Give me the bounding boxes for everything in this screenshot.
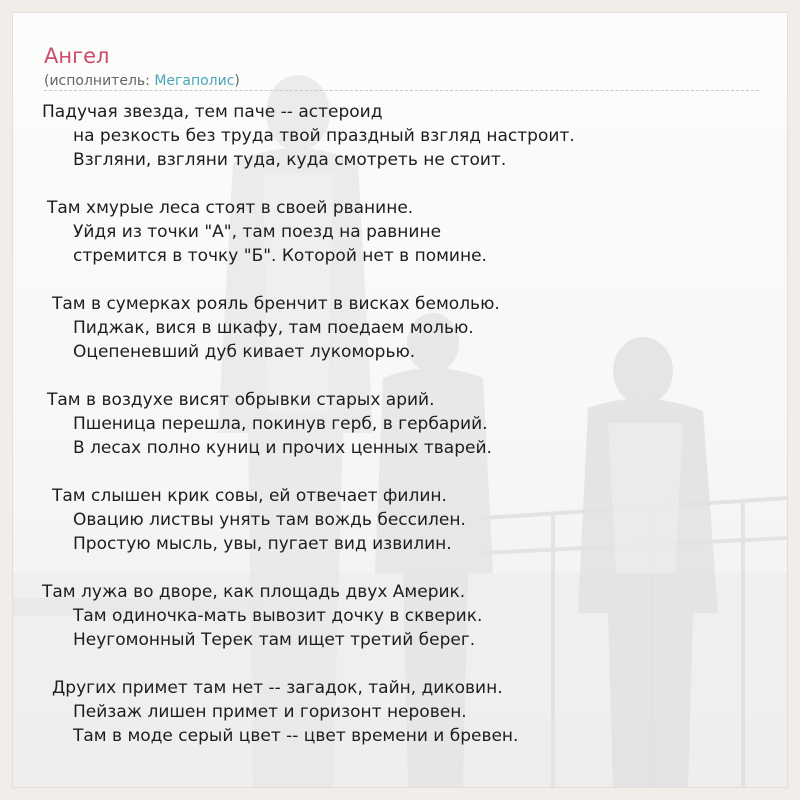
stanza-1 — [42, 100, 772, 172]
artist-prefix: (исполнитель: — [44, 73, 155, 89]
stanza-7 — [42, 676, 772, 748]
artist-link[interactable]: Мегаполис — [154, 73, 235, 89]
lyric-line: на резкость без труда твой праздный взгляд настроит. — [73, 126, 575, 146]
song-artist-line — [44, 71, 759, 91]
stanza-6 — [42, 580, 772, 652]
lyric-line: Других примет там нет -- загадок, тайн, диковин. — [52, 678, 503, 698]
lyric-line: Неугомонный Терек там ищет третий берег. — [73, 630, 476, 650]
lyric-line: Там одиночка-мать вывозит дочку в скверик. — [73, 606, 483, 626]
lyric-line: Пиджак, вися в шкафу, там поедаем молью. — [73, 318, 474, 338]
lyric-line: Пейзаж лишен примет и горизонт неровен. — [73, 702, 467, 722]
lyrics-text — [42, 100, 772, 772]
lyric-line: Падучая звезда, тем паче -- астероид — [42, 102, 383, 122]
lyric-line: Там в моде серый цвет -- цвет времени и бревен. — [73, 726, 519, 746]
lyric-line: Там в сумерках рояль бренчит в висках бемолью. — [52, 294, 500, 314]
lyrics-card — [12, 12, 788, 788]
stanza-4 — [42, 388, 772, 460]
lyric-line: Оцепеневший дуб кивает лукоморью. — [73, 342, 416, 362]
lyric-line: Взгляни, взгляни туда, куда смотреть не стоит. — [73, 150, 507, 170]
song-header — [44, 43, 759, 91]
header-divider — [44, 90, 759, 91]
stanza-3 — [42, 292, 772, 364]
lyric-line: Там лужа во дворе, как площадь двух Америк. — [42, 582, 466, 602]
lyric-line: Простую мысль, увы, пугает вид извилин. — [73, 534, 452, 554]
stanza-2 — [42, 196, 772, 268]
lyric-line: В лесах полно куниц и прочих ценных тварей. — [73, 438, 492, 458]
lyric-line: стремится в точку "Б". Которой нет в помине. — [73, 246, 487, 266]
song-title: Ангел — [44, 44, 110, 68]
stanza-5 — [42, 484, 772, 556]
artist-suffix: ) — [234, 73, 240, 89]
lyric-line: Овацию листвы унять там вождь бессилен. — [73, 510, 466, 530]
lyric-line: Там хмурые леса стоят в своей рванине. — [47, 198, 414, 218]
lyric-line: Там в воздухе висят обрывки старых арий. — [47, 390, 435, 410]
lyric-line: Уйдя из точки "А", там поезд на равнине — [73, 222, 442, 242]
lyric-line: Пшеница перешла, покинув герб, в гербарий. — [73, 414, 488, 434]
lyric-line: Там слышен крик совы, ей отвечает филин. — [52, 486, 447, 506]
